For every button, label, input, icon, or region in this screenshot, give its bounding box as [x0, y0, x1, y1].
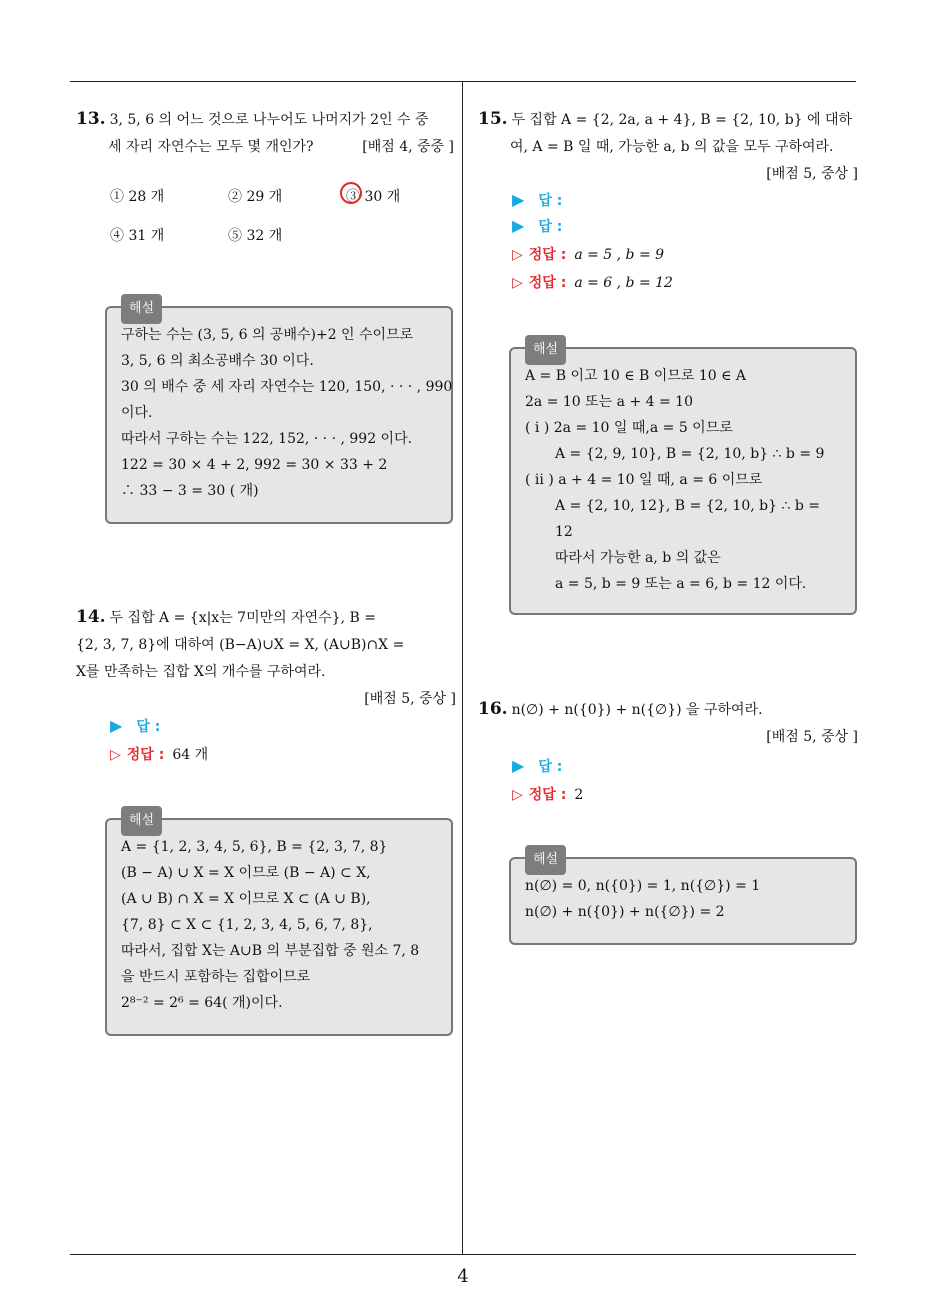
solution-line: 을 반드시 포함하는 집합이므로: [121, 969, 311, 985]
answer-label: 답 :: [538, 759, 563, 775]
score-meta: [배점 5, 중상 ]: [364, 691, 456, 707]
choice-4[interactable]: ④ 31 개: [110, 228, 165, 244]
solution-box-16: [509, 852, 857, 945]
question-16: [478, 696, 858, 751]
score-meta: [배점 5, 중상 ]: [766, 729, 858, 745]
solution-line: ∴ 33 − 3 = 30 ( 개): [121, 483, 259, 499]
answer-label: 답 :: [538, 193, 563, 209]
solution-line: ( ii ) a + 4 = 10 일 때, a = 6 이므로: [525, 472, 763, 488]
play-triangle-icon: ▶: [512, 190, 525, 209]
solution-box-15: [509, 342, 857, 615]
bottom-rule: [70, 1254, 856, 1255]
solution-line: n(∅) + n({0}) + n({∅}) = 2: [525, 904, 725, 920]
question-text: 두 집합 A = {2, 2a, a + 4}, B = {2, 10, b} 에 대하: [511, 112, 853, 128]
answer-line[interactable]: [512, 756, 562, 776]
answer-label: 답 :: [136, 719, 161, 735]
solution-line: A = {1, 2, 3, 4, 5, 6}, B = {2, 3, 7, 8}: [121, 839, 388, 855]
play-triangle-icon: ▶: [110, 716, 123, 735]
solution-line: {7, 8} ⊂ X ⊂ {1, 2, 3, 4, 5, 6, 7, 8},: [121, 917, 373, 933]
correct-label: 정답 :: [528, 247, 567, 263]
question-15: [478, 106, 858, 188]
question-13-line-2: [76, 134, 454, 161]
solution-line: 12: [555, 524, 573, 540]
play-triangle-icon: ▶: [512, 216, 525, 235]
question-13-line-1: [76, 106, 454, 134]
solution-line: ( i ) 2a = 10 일 때,a = 5 이므로: [525, 420, 733, 436]
solution-line: n(∅) = 0, n({0}) = 1, n({∅}) = 1: [525, 878, 761, 894]
question-text: 3, 5, 6 의 어느 것으로 나누어도 나머지가 2인 수 중: [109, 112, 429, 128]
question-number: 15.: [478, 109, 508, 129]
answer-line-1[interactable]: [512, 190, 562, 210]
outline-triangle-icon: ▷: [512, 275, 523, 291]
outline-triangle-icon: ▷: [512, 787, 523, 803]
solution-line: a = 5, b = 9 또는 a = 6, b = 12 이다.: [555, 576, 807, 592]
question-16-line-1: [478, 696, 858, 724]
choice-3[interactable]: [346, 186, 400, 206]
choice-2[interactable]: ② 29 개: [228, 189, 283, 205]
outline-triangle-icon: ▷: [110, 747, 121, 763]
solution-tag: 해설: [121, 806, 162, 836]
correct-value: 2: [574, 787, 584, 803]
question-14: [76, 604, 456, 713]
solution-line: 따라서 가능한 a, b 의 값은: [555, 550, 721, 566]
outline-triangle-icon: ▷: [512, 247, 523, 263]
question-13: [76, 106, 454, 161]
answer-line[interactable]: [110, 716, 160, 736]
correct-value: a = 6 , b = 12: [574, 275, 673, 291]
solution-tag: 해설: [525, 335, 566, 365]
score-meta: [배점 5, 중상 ]: [766, 166, 858, 182]
solution-line: A = B 이고 10 ∈ B 이므로 10 ∈ A: [525, 368, 747, 384]
solution-line: A = {2, 9, 10}, B = {2, 10, b} ∴ b = 9: [555, 446, 825, 462]
question-text: 세 자리 자연수는 모두 몇 개인가?: [108, 139, 314, 155]
solution-box-13: [105, 301, 453, 524]
correct-answer-line: [110, 744, 208, 764]
solution-line: A = {2, 10, 12}, B = {2, 10, b} ∴ b =: [555, 498, 820, 514]
page-number: 4: [457, 1266, 469, 1287]
question-number: 13.: [76, 109, 106, 129]
solution-tag: 해설: [121, 294, 162, 324]
solution-line: 구하는 수는 (3, 5, 6 의 공배수)+2 인 수이므로: [121, 327, 414, 343]
top-rule: [70, 81, 856, 82]
question-text: n(∅) + n({0}) + n({∅}) 을 구하여라.: [511, 702, 763, 718]
question-14-line-1: [76, 604, 456, 632]
correct-label: 정답 :: [126, 747, 165, 763]
solution-box-14: [105, 813, 453, 1036]
column-divider: [462, 82, 463, 1254]
solution-line: (A ∪ B) ∩ X = X 이므로 X ⊂ (A ∪ B),: [121, 891, 371, 907]
solution-tag: 해설: [525, 845, 566, 875]
correct-value: 64 개: [172, 747, 209, 763]
question-15-line-2: 여, A = B 일 때, 가능한 a, b 의 값을 모두 구하여라.: [510, 139, 834, 155]
question-14-line-3: X를 만족하는 집합 X의 개수를 구하여라.: [76, 664, 326, 680]
solution-line: 2⁸⁻² = 2⁶ = 64( 개)이다.: [121, 995, 283, 1011]
solution-line: 따라서 구하는 수는 122, 152, · · · , 992 이다.: [121, 431, 413, 447]
question-number: 14.: [76, 607, 106, 627]
question-15-line-1: [478, 106, 858, 134]
correct-label: 정답 :: [528, 275, 567, 291]
question-text: 두 집합 A = {x|x는 7미만의 자연수}, B =: [109, 610, 376, 626]
solution-line: 따라서, 집합 X는 A∪B 의 부분집합 중 원소 7, 8: [121, 943, 420, 959]
answer-line-2[interactable]: [512, 216, 562, 236]
solution-line: 2a = 10 또는 a + 4 = 10: [525, 394, 693, 410]
score-meta: [배점 4, 중중 ]: [362, 139, 454, 155]
choice-label: ③ 30 개: [346, 189, 401, 205]
play-triangle-icon: ▶: [512, 756, 525, 775]
question-number: 16.: [478, 699, 508, 719]
correct-answer-line-1: [512, 244, 664, 264]
correct-answer-line-2: [512, 272, 673, 292]
question-14-line-2: {2, 3, 7, 8}에 대하여 (B−A)∪X = X, (A∪B)∩X =: [76, 637, 405, 653]
choice-1[interactable]: ① 28 개: [110, 189, 165, 205]
solution-line: 3, 5, 6 의 최소공배수 30 이다.: [121, 353, 314, 369]
choice-5[interactable]: ⑤ 32 개: [228, 228, 283, 244]
solution-line: 122 = 30 × 4 + 2, 992 = 30 × 33 + 2: [121, 457, 388, 473]
solution-line: 30 의 배수 중 세 자리 자연수는 120, 150, · · · , 990: [121, 379, 453, 395]
correct-value: a = 5 , b = 9: [574, 247, 665, 263]
answer-label: 답 :: [538, 219, 563, 235]
solution-line: 이다.: [121, 405, 153, 421]
solution-line: (B − A) ∪ X = X 이므로 (B − A) ⊂ X,: [121, 865, 371, 881]
correct-label: 정답 :: [528, 787, 567, 803]
correct-answer-line: [512, 784, 583, 804]
